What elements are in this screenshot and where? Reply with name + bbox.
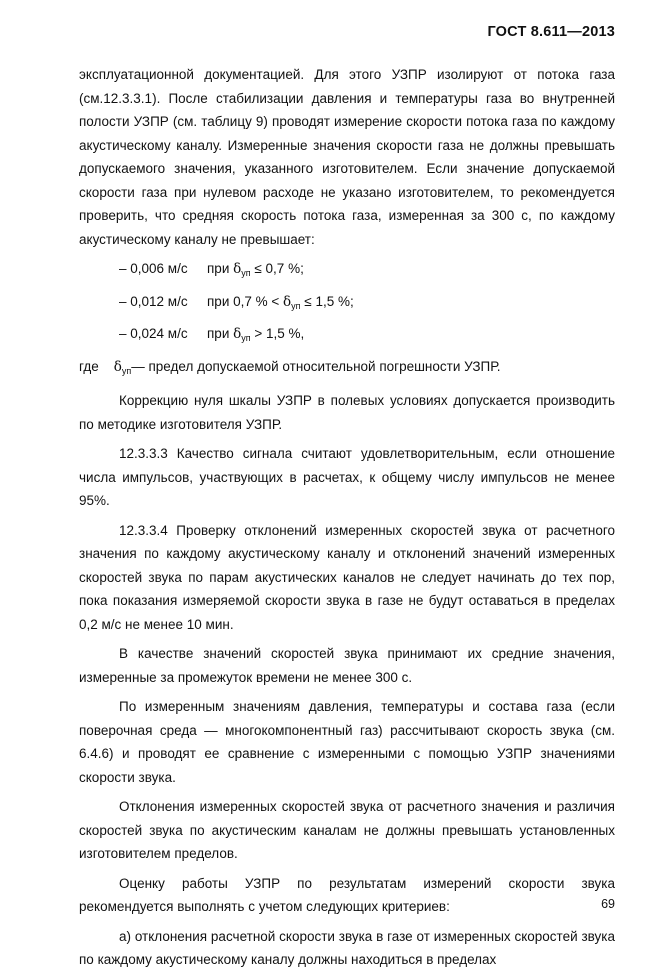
limit-item-3	[119, 322, 615, 351]
page-content	[79, 63, 615, 972]
paragraph-5: В качестве значений скоростей звука принимают их средние значения, измеренные за промежуток времени не менее 300 с.	[79, 646, 615, 685]
delta-symbol: δ	[283, 293, 292, 310]
delta-symbol: δ	[113, 358, 122, 375]
paragraph-4: 12.3.3.4 Проверку отклонений измеренных скоростей звука от расчетного значения по каждому акустическому каналу и отклонений значений измеренных скоростей звука по парам акустических каналов не следует начинать до тех пор, пока показания измеряемой скорости звука в газе не будут оставаться в пределах 0,2 м/с не менее 10 мин.	[79, 522, 615, 632]
where-definition	[79, 355, 615, 384]
paragraph-1: эксплуатационной документацией. Для этого УЗПР изолируют от потока газа (см.12.3.3.1). После стабилизации давления и температуры газа во внутренней полости УЗПР (см. таблицу 9) проводят измерение скорости потока газа по каждому акустическому каналу. Измеренные значения скорости газа не должны превышать допускаемого значения, указанного изготовителем. Если значение допускаемой скорости газа при нулевом расходе не указано изготовителем, то рекомендуется проверить, что средняя скорость потока газа, измеренная за 300 с, по каждому акустическому каналу не превышает:	[79, 67, 615, 247]
delta-subscript: уп	[241, 268, 251, 278]
delta-subscript: уп	[121, 365, 132, 376]
paragraph-9: а) отклонения расчетной скорости звука в газе от измеренных скоростей звука по каждому акустическому каналу должны находиться в пределах	[79, 928, 615, 967]
delta-symbol: δ	[233, 261, 242, 277]
limit-value: – 0,012 м/с	[119, 293, 188, 309]
limit-condition-suffix: ≤ 0,7 %;	[250, 261, 304, 276]
delta-symbol: δ	[233, 326, 242, 342]
paragraph-3: 12.3.3.3 Качество сигнала считают удовлетворительным, если отношение числа импульсов, участвующих в расчетах, к общему числу импульсов не менее 95%.	[79, 446, 615, 508]
limit-condition-suffix: > 1,5 %,	[250, 326, 305, 341]
delta-subscript: уп	[241, 333, 251, 343]
limit-condition-prefix: при	[207, 261, 234, 276]
paragraph-6: По измеренным значениям давления, температуры и состава газа (если поверочная среда — многокомпонентный газ) рассчитывают скорость звука (см. 6.4.6) и проводят ее сравнение с измеренными с помощью УЗПР значениями скорости звука.	[79, 699, 615, 785]
limit-value: – 0,024 м/с	[119, 326, 188, 341]
limit-value: – 0,006 м/с	[119, 261, 188, 276]
paragraph-2: Коррекцию нуля шкалы УЗПР в полевых условиях допускается производить по методике изготовителя УЗПР.	[79, 393, 615, 432]
document-header: ГОСТ 8.611—2013	[487, 24, 615, 40]
delta-subscript: уп	[291, 300, 301, 311]
limit-condition-prefix: при	[207, 326, 234, 341]
where-word: где	[79, 358, 99, 374]
limit-item-1	[119, 257, 615, 286]
where-text: — предел допускаемой относительной погрешности УЗПР.	[131, 358, 501, 374]
paragraph-8: Оценку работы УЗПР по результатам измерений скорости звука рекомендуется выполнять с учетом следующих критериев:	[79, 875, 615, 914]
limit-item-2	[119, 290, 615, 319]
limit-condition-suffix: ≤ 1,5 %;	[300, 293, 354, 309]
paragraph-7: Отклонения измеренных скоростей звука от расчетного значения и различия скоростей звука по акустическим каналам не должны превышать установленных изготовителем пределов.	[79, 799, 615, 861]
page-number: 69	[601, 897, 615, 911]
limit-condition-prefix: при 0,7 % <	[207, 293, 284, 309]
